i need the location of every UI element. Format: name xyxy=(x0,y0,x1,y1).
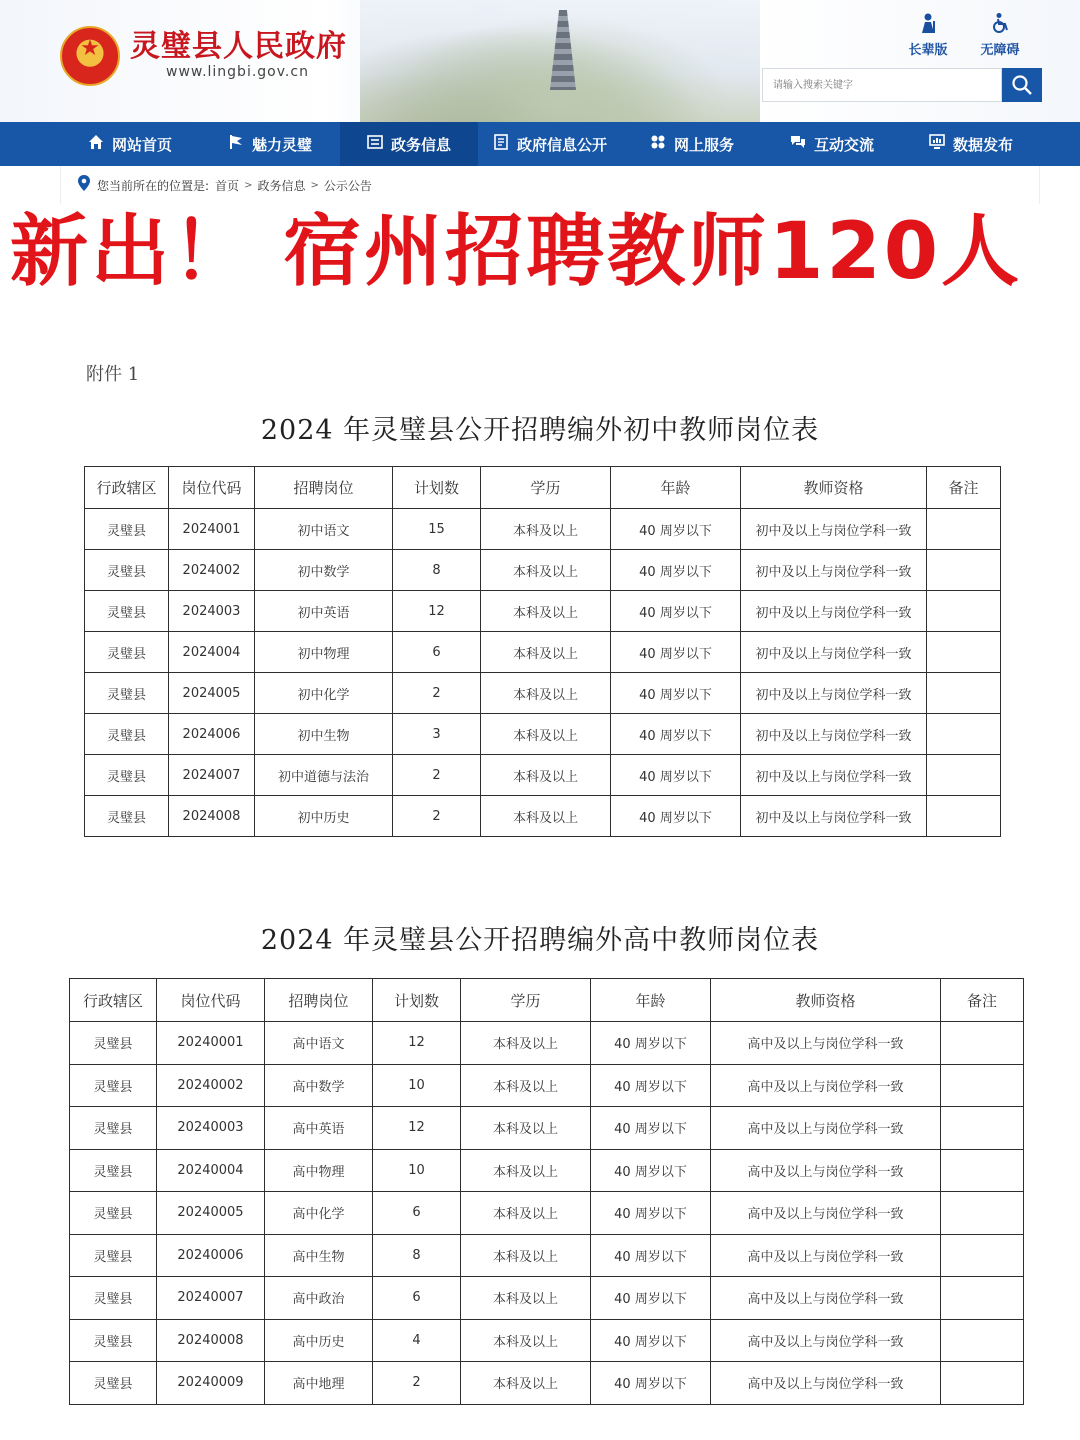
nav-item-data-release[interactable]: 数据发布 xyxy=(902,122,1040,166)
table-cell: 6 xyxy=(373,1192,461,1235)
table-row xyxy=(70,1277,1024,1320)
attachment-label: 附件 1 xyxy=(86,364,140,385)
table-cell: 2024002 xyxy=(169,550,255,591)
high-school-positions-table xyxy=(69,978,1024,1405)
table-cell: 本科及以上 xyxy=(481,632,611,673)
accessibility-label: 无障碍 xyxy=(980,43,1020,58)
table-cell: 灵璧县 xyxy=(70,1107,157,1150)
table-row xyxy=(70,1192,1024,1235)
table-cell: 高中数学 xyxy=(265,1064,373,1107)
table-cell: 灵璧县 xyxy=(70,1022,157,1065)
table-header-cell: 年龄 xyxy=(591,979,711,1022)
table-cell: 4 xyxy=(373,1319,461,1362)
table-cell: 2024001 xyxy=(169,509,255,550)
table-cell xyxy=(941,1022,1024,1065)
table-cell: 本科及以上 xyxy=(481,755,611,796)
table-cell: 8 xyxy=(393,550,481,591)
table-cell: 2 xyxy=(393,673,481,714)
table-cell: 本科及以上 xyxy=(461,1277,591,1320)
table-cell: 2024004 xyxy=(169,632,255,673)
table-cell xyxy=(941,1064,1024,1107)
recruitment-banner: 新出！ 宿州招聘教师120人 xyxy=(10,207,1022,297)
high-school-table-title: 2024 年灵璧县公开招聘编外高中教师岗位表 xyxy=(260,925,820,956)
table-cell: 初中道德与法治 xyxy=(255,755,393,796)
breadcrumb-government-affairs[interactable]: 政务信息 xyxy=(257,178,306,193)
table-cell: 20240006 xyxy=(157,1234,265,1277)
table-row xyxy=(70,1022,1024,1065)
table-row xyxy=(85,509,1001,550)
table-cell: 高中地理 xyxy=(265,1362,373,1405)
table-cell: 初中及以上与岗位学科一致 xyxy=(741,591,927,632)
table-cell: 高中化学 xyxy=(265,1192,373,1235)
table-cell: 灵璧县 xyxy=(70,1234,157,1277)
nav-item-online-services[interactable]: 网上服务 xyxy=(622,122,762,166)
table-cell: 8 xyxy=(373,1234,461,1277)
table-row xyxy=(85,673,1001,714)
site-url: www.lingbi.gov.cn xyxy=(166,64,309,80)
table-cell: 40 周岁以下 xyxy=(611,673,741,714)
table-cell: 灵璧县 xyxy=(70,1362,157,1405)
table-header-cell: 备注 xyxy=(927,467,1001,509)
table-cell: 初中数学 xyxy=(255,550,393,591)
table-row xyxy=(70,1362,1024,1405)
table-cell: 2024007 xyxy=(169,755,255,796)
table-header-cell: 行政辖区 xyxy=(85,467,169,509)
breadcrumb-home[interactable]: 首页 xyxy=(215,178,240,193)
table-cell: 高中语文 xyxy=(265,1022,373,1065)
table-cell: 40 周岁以下 xyxy=(611,796,741,837)
table-cell: 初中历史 xyxy=(255,796,393,837)
table-cell: 2024005 xyxy=(169,673,255,714)
middle-school-table-title: 2024 年灵璧县公开招聘编外初中教师岗位表 xyxy=(260,415,820,446)
search-icon xyxy=(1011,74,1033,96)
table-cell: 40 周岁以下 xyxy=(591,1149,711,1192)
table-header-cell: 岗位代码 xyxy=(157,979,265,1022)
table-cell: 灵璧县 xyxy=(85,509,169,550)
table-cell: 6 xyxy=(373,1277,461,1320)
table-cell: 灵璧县 xyxy=(85,755,169,796)
table-cell: 高中政治 xyxy=(265,1277,373,1320)
table-cell: 本科及以上 xyxy=(461,1022,591,1065)
table-cell: 40 周岁以下 xyxy=(611,591,741,632)
table-cell: 高中英语 xyxy=(265,1107,373,1150)
table-cell: 高中及以上与岗位学科一致 xyxy=(711,1192,941,1235)
table-cell: 灵璧县 xyxy=(85,673,169,714)
flag-icon xyxy=(228,134,244,154)
table-cell: 初中及以上与岗位学科一致 xyxy=(741,509,927,550)
table-header-cell: 招聘岗位 xyxy=(255,467,393,509)
nav-item-interaction[interactable]: 互动交流 xyxy=(762,122,902,166)
table-cell xyxy=(927,796,1001,837)
table-cell: 40 周岁以下 xyxy=(591,1319,711,1362)
table-cell: 40 周岁以下 xyxy=(611,714,741,755)
table-cell: 高中及以上与岗位学科一致 xyxy=(711,1149,941,1192)
table-row xyxy=(85,714,1001,755)
table-cell: 初中生物 xyxy=(255,714,393,755)
table-cell: 初中及以上与岗位学科一致 xyxy=(741,673,927,714)
breadcrumb-separator-icon: > xyxy=(244,179,253,191)
table-cell xyxy=(941,1277,1024,1320)
table-cell: 初中及以上与岗位学科一致 xyxy=(741,632,927,673)
breadcrumb-prefix: 您当前所在的位置是: xyxy=(97,178,210,193)
table-cell: 初中英语 xyxy=(255,591,393,632)
table-cell xyxy=(941,1192,1024,1235)
table-cell: 本科及以上 xyxy=(461,1234,591,1277)
table-cell: 高中及以上与岗位学科一致 xyxy=(711,1277,941,1320)
table-cell xyxy=(941,1319,1024,1362)
table-cell: 本科及以上 xyxy=(481,509,611,550)
table-header-cell: 教师资格 xyxy=(711,979,941,1022)
table-cell: 2024003 xyxy=(169,591,255,632)
table-cell: 高中物理 xyxy=(265,1149,373,1192)
table-cell: 初中及以上与岗位学科一致 xyxy=(741,796,927,837)
header-landscape-image xyxy=(360,0,760,122)
table-cell xyxy=(941,1362,1024,1405)
site-header xyxy=(0,0,1080,122)
table-cell: 灵璧县 xyxy=(70,1149,157,1192)
table-cell xyxy=(927,673,1001,714)
table-header-cell: 学历 xyxy=(461,979,591,1022)
table-cell: 20240004 xyxy=(157,1149,265,1192)
table-cell xyxy=(927,550,1001,591)
table-cell: 20240005 xyxy=(157,1192,265,1235)
table-cell: 2024008 xyxy=(169,796,255,837)
table-cell: 初中化学 xyxy=(255,673,393,714)
table-cell: 2 xyxy=(393,796,481,837)
table-cell: 初中及以上与岗位学科一致 xyxy=(741,714,927,755)
table-cell: 3 xyxy=(393,714,481,755)
table-cell: 本科及以上 xyxy=(461,1064,591,1107)
table-cell: 20240007 xyxy=(157,1277,265,1320)
table-cell: 本科及以上 xyxy=(481,591,611,632)
table-cell xyxy=(927,632,1001,673)
table-cell: 初中及以上与岗位学科一致 xyxy=(741,755,927,796)
middle-school-positions-table xyxy=(84,466,1001,837)
accessibility-button[interactable] xyxy=(970,12,1030,58)
table-cell: 初中语文 xyxy=(255,509,393,550)
table-cell: 20240002 xyxy=(157,1064,265,1107)
table-cell xyxy=(927,591,1001,632)
table-cell: 20240003 xyxy=(157,1107,265,1150)
grid-icon xyxy=(650,134,666,154)
monitor-icon xyxy=(929,134,945,154)
table-cell xyxy=(927,755,1001,796)
document-icon xyxy=(493,134,509,154)
home-icon xyxy=(88,134,104,154)
table-cell: 40 周岁以下 xyxy=(611,632,741,673)
search-input[interactable] xyxy=(762,68,1002,102)
table-cell: 高中及以上与岗位学科一致 xyxy=(711,1064,941,1107)
location-pin-icon xyxy=(77,175,91,195)
table-cell: 高中及以上与岗位学科一致 xyxy=(711,1107,941,1150)
breadcrumb-separator-icon: > xyxy=(310,179,319,191)
table-cell: 高中及以上与岗位学科一致 xyxy=(711,1362,941,1405)
table-row xyxy=(85,550,1001,591)
table-row xyxy=(70,1319,1024,1362)
table-cell: 灵璧县 xyxy=(85,796,169,837)
nav-item-charm[interactable]: 魅力灵璧 xyxy=(200,122,340,166)
table-row xyxy=(70,1234,1024,1277)
table-cell: 本科及以上 xyxy=(481,673,611,714)
table-cell: 40 周岁以下 xyxy=(591,1064,711,1107)
table-cell: 12 xyxy=(373,1022,461,1065)
table-header-cell: 计划数 xyxy=(393,467,481,509)
elder-mode-button[interactable] xyxy=(898,12,958,58)
table-cell: 灵璧县 xyxy=(85,591,169,632)
table-cell: 15 xyxy=(393,509,481,550)
table-cell: 本科及以上 xyxy=(481,796,611,837)
table-cell: 本科及以上 xyxy=(461,1362,591,1405)
table-row xyxy=(85,755,1001,796)
table-header-cell: 年龄 xyxy=(611,467,741,509)
table-cell: 40 周岁以下 xyxy=(591,1022,711,1065)
chat-icon xyxy=(790,134,806,154)
table-cell: 本科及以上 xyxy=(481,550,611,591)
table-cell: 灵璧县 xyxy=(70,1192,157,1235)
table-cell: 40 周岁以下 xyxy=(591,1192,711,1235)
table-cell xyxy=(941,1234,1024,1277)
list-icon xyxy=(367,134,383,154)
table-header-cell: 学历 xyxy=(481,467,611,509)
table-cell: 高中及以上与岗位学科一致 xyxy=(711,1022,941,1065)
table-cell: 高中及以上与岗位学科一致 xyxy=(711,1319,941,1362)
table-cell: 12 xyxy=(373,1107,461,1150)
site-title[interactable]: 灵璧县人民政府 xyxy=(130,29,347,64)
table-cell: 高中生物 xyxy=(265,1234,373,1277)
table-cell: 10 xyxy=(373,1149,461,1192)
breadcrumb xyxy=(60,166,1040,204)
table-row xyxy=(85,591,1001,632)
table-cell: 10 xyxy=(373,1064,461,1107)
table-cell: 2024006 xyxy=(169,714,255,755)
table-row xyxy=(70,1149,1024,1192)
table-cell: 40 周岁以下 xyxy=(611,755,741,796)
wheelchair-icon xyxy=(970,12,1030,39)
pagoda-illustration xyxy=(550,10,576,90)
table-header-cell: 行政辖区 xyxy=(70,979,157,1022)
table-cell xyxy=(927,509,1001,550)
table-cell: 40 周岁以下 xyxy=(611,550,741,591)
table-cell: 初中及以上与岗位学科一致 xyxy=(741,550,927,591)
table-cell: 40 周岁以下 xyxy=(611,509,741,550)
nav-item-info-disclosure[interactable]: 政府信息公开 xyxy=(478,122,622,166)
table-cell: 灵璧县 xyxy=(70,1277,157,1320)
table-cell: 灵璧县 xyxy=(70,1064,157,1107)
table-cell xyxy=(941,1107,1024,1150)
search-button[interactable] xyxy=(1002,68,1042,102)
table-cell: 12 xyxy=(393,591,481,632)
table-cell: 灵璧县 xyxy=(85,714,169,755)
nav-item-government-affairs[interactable]: 政务信息 xyxy=(340,122,478,166)
table-cell: 高中及以上与岗位学科一致 xyxy=(711,1234,941,1277)
table-cell: 6 xyxy=(393,632,481,673)
elder-icon xyxy=(898,12,958,39)
table-header-cell: 计划数 xyxy=(373,979,461,1022)
table-cell: 20240008 xyxy=(157,1319,265,1362)
table-cell: 40 周岁以下 xyxy=(591,1234,711,1277)
table-cell: 2 xyxy=(393,755,481,796)
table-cell: 本科及以上 xyxy=(461,1192,591,1235)
table-row xyxy=(70,1107,1024,1150)
breadcrumb-announcements[interactable]: 公示公告 xyxy=(323,178,372,193)
elder-mode-label: 长辈版 xyxy=(908,43,948,58)
table-row xyxy=(70,1064,1024,1107)
table-header-cell: 备注 xyxy=(941,979,1024,1022)
table-cell: 40 周岁以下 xyxy=(591,1107,711,1150)
table-row xyxy=(85,796,1001,837)
table-header-cell: 教师资格 xyxy=(741,467,927,509)
table-cell: 本科及以上 xyxy=(461,1107,591,1150)
table-cell: 灵璧县 xyxy=(85,632,169,673)
table-row xyxy=(85,632,1001,673)
nav-item-home[interactable]: 网站首页 xyxy=(60,122,200,166)
table-cell: 2 xyxy=(373,1362,461,1405)
table-cell xyxy=(927,714,1001,755)
table-header-cell: 岗位代码 xyxy=(169,467,255,509)
table-cell: 40 周岁以下 xyxy=(591,1362,711,1405)
table-cell: 本科及以上 xyxy=(481,714,611,755)
national-emblem-icon xyxy=(60,26,120,86)
main-navigation xyxy=(0,122,1080,166)
table-cell: 灵璧县 xyxy=(85,550,169,591)
table-cell: 20240001 xyxy=(157,1022,265,1065)
table-cell: 高中历史 xyxy=(265,1319,373,1362)
table-cell: 灵璧县 xyxy=(70,1319,157,1362)
table-cell: 本科及以上 xyxy=(461,1319,591,1362)
table-cell: 初中物理 xyxy=(255,632,393,673)
table-cell xyxy=(941,1149,1024,1192)
table-cell: 本科及以上 xyxy=(461,1149,591,1192)
table-header-cell: 招聘岗位 xyxy=(265,979,373,1022)
table-cell: 40 周岁以下 xyxy=(591,1277,711,1320)
table-cell: 20240009 xyxy=(157,1362,265,1405)
